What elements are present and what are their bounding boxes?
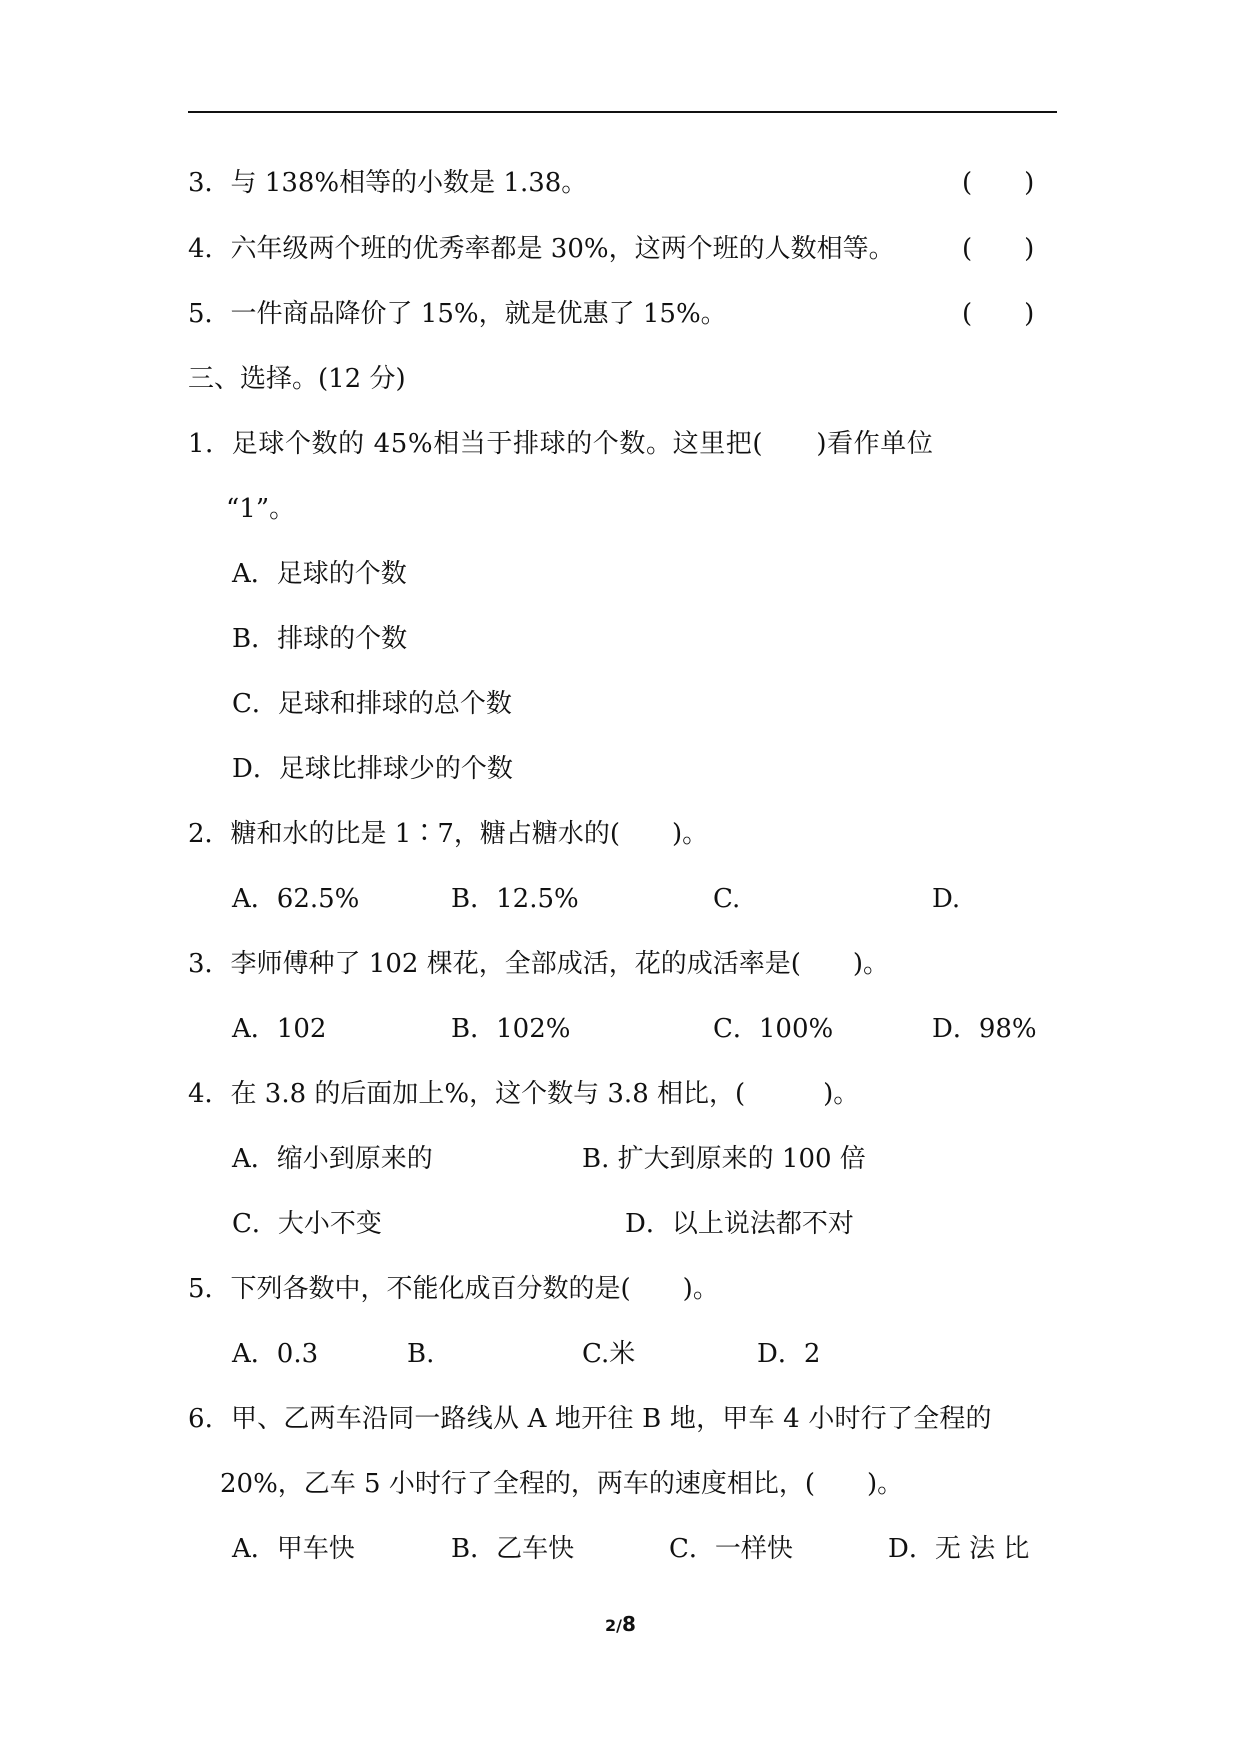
mc-q4-option-d: D．以上说法都不对	[625, 1209, 854, 1239]
mc-q5-stem: 5．下列各数中，不能化成百分数的是( )。	[188, 1274, 719, 1304]
mc-q3-option-d: D．98%	[932, 1014, 1037, 1044]
mc-q5-option-d: D．2	[757, 1339, 821, 1369]
mc-q2-option-a: A．62.5%	[232, 884, 360, 914]
mc-q6-option-a: A．甲车快	[232, 1534, 355, 1564]
mc-q1-stem-line2: “1”。	[226, 494, 296, 524]
judge-q3-text: 3．与 138%相等的小数是 1.38。	[188, 168, 588, 198]
mc-q1-option-a: A．足球的个数	[232, 559, 407, 589]
judge-q3-answer-paren: ( )	[962, 168, 1035, 198]
section-title: 三、选择。(12 分)	[188, 364, 406, 394]
mc-q6-stem-line2: 20%，乙车 5 小时行了全程的，两车的速度相比，( )。	[220, 1469, 904, 1499]
mc-q5-option-b: B.	[407, 1339, 435, 1369]
mc-q6-option-b: B．乙车快	[451, 1534, 575, 1564]
mc-q3-option-a: A．102	[232, 1014, 327, 1044]
mc-q3-option-b: B．102%	[451, 1014, 571, 1044]
mc-q5-option-c: C.米	[582, 1339, 636, 1369]
mc-q4-option-c: C．大小不变	[232, 1209, 382, 1239]
judge-q5-answer-paren: ( )	[962, 299, 1035, 329]
mc-q4-option-b: B. 扩大到原来的 100 倍	[582, 1144, 866, 1174]
mc-q6-option-d: D．无 法 比	[888, 1534, 1030, 1564]
judge-q4-answer-paren: ( )	[962, 234, 1035, 264]
page-number	[0, 1612, 1241, 1636]
mc-q2-option-c: C.	[713, 884, 741, 914]
mc-q3-stem: 3．李师傅种了 102 棵花，全部成活，花的成活率是( )。	[188, 949, 889, 979]
mc-q6-stem-line1: 6．甲、乙两车沿同一路线从 A 地开往 B 地，甲车 4 小时行了全程的	[188, 1404, 992, 1434]
page-total: 8	[622, 1612, 636, 1636]
page-current: 2/	[605, 1616, 623, 1635]
mc-q6-option-c: C．一样快	[669, 1534, 793, 1564]
mc-q3-option-c: C．100%	[713, 1014, 834, 1044]
mc-q4-option-a: A．缩小到原来的	[232, 1144, 433, 1174]
mc-q4-stem: 4．在 3.8 的后面加上%，这个数与 3.8 相比，( )。	[188, 1079, 860, 1109]
mc-q2-option-d: D.	[932, 884, 961, 914]
header-rule	[188, 111, 1057, 113]
mc-q1-option-b: B．排球的个数	[232, 624, 408, 654]
mc-q2-stem: 2．糖和水的比是 1∶7，糖占糖水的( )。	[188, 819, 709, 849]
mc-q1-option-c: C．足球和排球的总个数	[232, 689, 512, 719]
mc-q2-option-b: B．12.5%	[451, 884, 579, 914]
judge-q4-text: 4．六年级两个班的优秀率都是 30%，这两个班的人数相等。	[188, 234, 895, 264]
mc-q1-option-d: D．足球比排球少的个数	[232, 754, 513, 784]
mc-q5-option-a: A．0.3	[232, 1339, 319, 1369]
mc-q1-stem-line1: 1．足球个数的 45%相当于排球的个数。这里把( )看作单位	[188, 429, 934, 459]
judge-q5-text: 5．一件商品降价了 15%，就是优惠了 15%。	[188, 299, 727, 329]
